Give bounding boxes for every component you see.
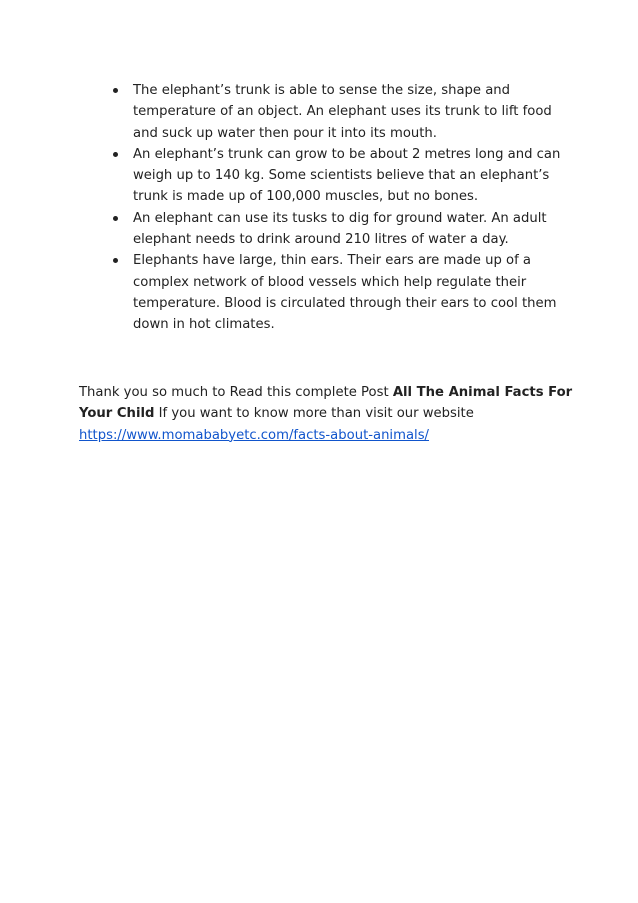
- closing-paragraph: [79, 382, 579, 446]
- closing-intro: Thank you so much to Read this complete Post: [79, 385, 393, 400]
- fact-text: An elephant can use its tusks to dig for ground water. An adult elephant needs to drink around 210 litres of water a day.: [133, 210, 547, 248]
- bullet-icon: [113, 88, 118, 93]
- post-title: All The Animal Facts For Your Child: [79, 385, 573, 422]
- fact-text: The elephant’s trunk is able to sense the size, shape and temperature of an object. An elephant uses its trunk to lift food and suck up water then pour it into its mouth.: [133, 83, 552, 141]
- list-item: [110, 250, 580, 335]
- closing-followup: If you want to know more than visit our website: [154, 406, 474, 422]
- list-item: [110, 80, 580, 144]
- list-item: [110, 144, 580, 208]
- bullet-icon: [113, 258, 118, 263]
- elephant-facts-list: [110, 80, 580, 336]
- fact-text: Elephants have large, thin ears. Their ears are made up of a complex network of blood vessels which help regulate their temperature. Blood is circulated through their ears to cool them down in hot climates.: [133, 253, 557, 333]
- bullet-icon: [113, 216, 118, 221]
- fact-text: An elephant’s trunk can grow to be about 2 metres long and can weigh up to 140 kg. Some scientists believe that an elephant’s trunk is made up of 100,000 muscles, but no bones.: [133, 146, 561, 205]
- bullet-icon: [113, 152, 118, 157]
- website-link[interactable]: https://www.momababyetc.com/facts-about-animals/: [79, 427, 430, 443]
- list-item: [110, 208, 580, 251]
